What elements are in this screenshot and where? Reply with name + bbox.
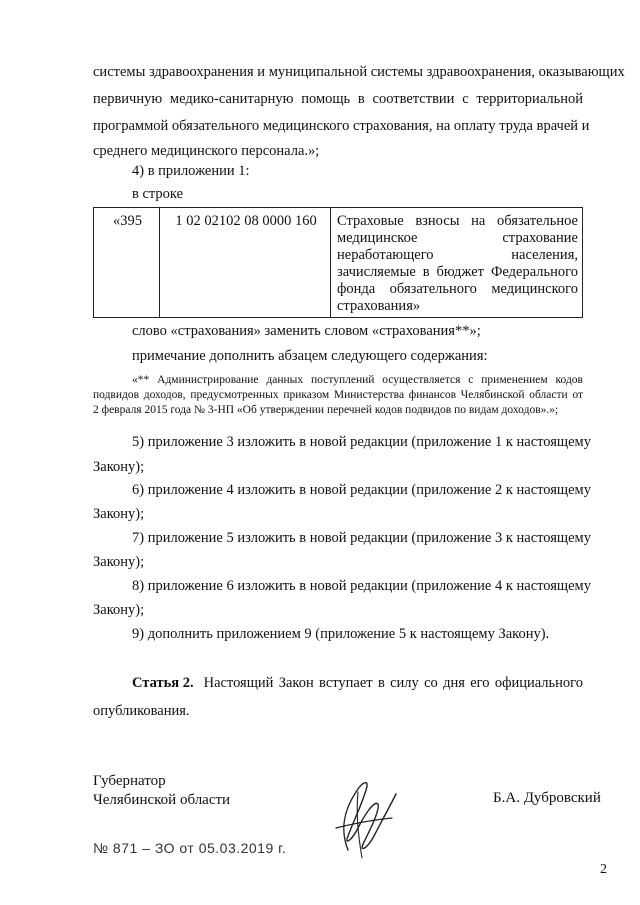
paragraph-line-2: первичную медико-санитарную помощь в соответствии с территориальной	[93, 91, 583, 107]
note-line-3: 2 февраля 2015 года № 3-НП «Об утверждении перечней кодов подвидов по видам доходов».»;	[93, 404, 559, 416]
article-text: Настоящий Закон вступает в силу со дня его официального	[203, 675, 583, 691]
table-row	[94, 208, 583, 318]
table-cell-kbk: 1 02 02102 08 0000 160	[160, 208, 331, 318]
item-5-line-2: Закону);	[93, 459, 145, 475]
item-6-line-2: Закону);	[93, 506, 145, 522]
article-2-line-1	[132, 674, 583, 692]
signatory-title-1: Губернатор	[93, 773, 166, 789]
note-line-2: подвидов доходов, предусмотренных приказом Министерства финансов Челябинской области от	[93, 389, 583, 401]
handwritten-signature	[318, 770, 408, 865]
replace-line: слово «страхования» заменить словом «страхования**»;	[132, 323, 481, 339]
item-5-line-1: 5) приложение 3 изложить в новой редакции (приложение 1 к настоящему	[132, 434, 591, 450]
law-number: № 871 – ЗО от 05.03.2019 г.	[93, 840, 287, 856]
paragraph-line-3: программой обязательного медицинского страхования, на оплату труда врачей и	[93, 118, 590, 134]
signatory-title-2: Челябинской области	[93, 792, 231, 808]
note-intro: примечание дополнить абзацем следующего содержания:	[132, 348, 488, 364]
article-2-line-2: опубликования.	[93, 703, 190, 719]
signatory-name: Б.А. Дубровский	[493, 790, 601, 806]
note-line-1: «** Администрирование данных поступлений осуществляется с применением кодов	[132, 374, 583, 386]
item-4: 4) в приложении 1:	[132, 163, 250, 179]
paragraph-line-1: системы здравоохранения и муниципальной системы здравоохранения, оказывающих	[93, 64, 625, 80]
item-9: 9) дополнить приложением 9 (приложение 5 к настоящему Закону).	[132, 626, 550, 642]
item-7-line-2: Закону);	[93, 554, 145, 570]
paragraph-line-4: среднего медицинского персонала.»;	[93, 143, 320, 159]
table-cell-description: Страховые взносы на обязательное медицинское страхование неработающего населения, зачисляемые в бюджет Федерального фонда обязательного медицинского страхования»	[331, 208, 583, 318]
item-6-line-1: 6) приложение 4 изложить в новой редакции (приложение 2 к настоящему	[132, 482, 591, 498]
article-label: Статья 2.	[132, 675, 194, 691]
item-8-line-1: 8) приложение 6 изложить в новой редакции (приложение 4 к настоящему	[132, 578, 591, 594]
in-row-label: в строке	[132, 186, 184, 202]
page-number: 2	[600, 862, 607, 877]
table-cell-code: «395	[94, 208, 160, 318]
item-8-line-2: Закону);	[93, 602, 145, 618]
budget-row-table	[93, 207, 583, 318]
item-7-line-1: 7) приложение 5 изложить в новой редакции (приложение 3 к настоящему	[132, 530, 591, 546]
